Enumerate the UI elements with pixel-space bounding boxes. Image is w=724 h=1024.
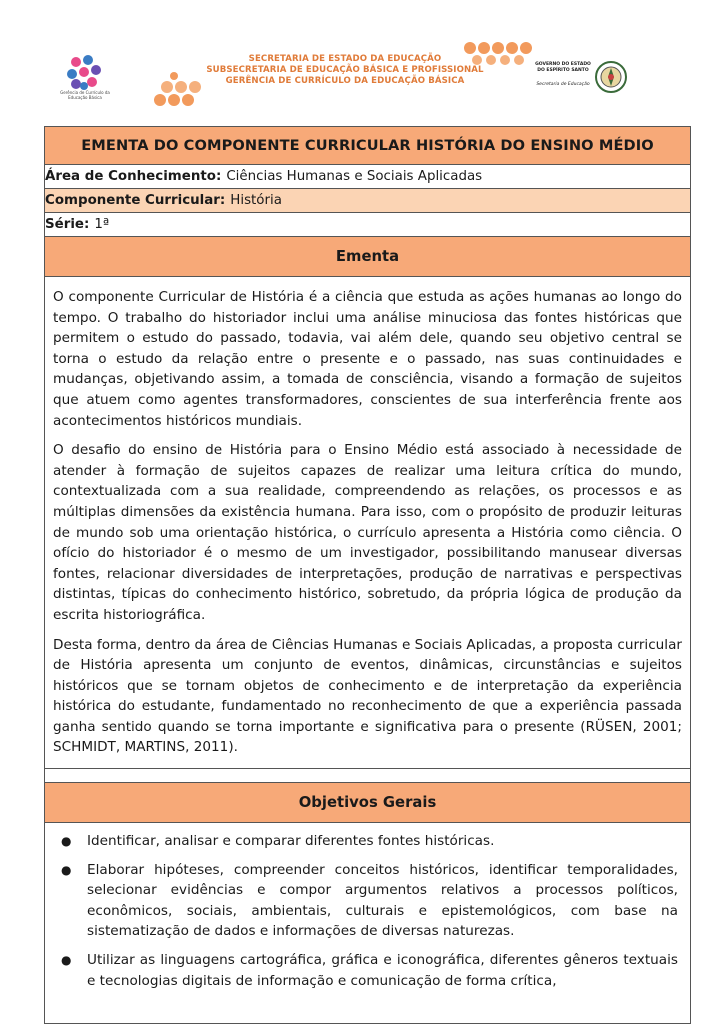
serie-value: 1ª: [94, 217, 110, 232]
header-titles: [200, 54, 490, 87]
government-name: [534, 62, 592, 73]
state-crest-icon: [594, 60, 628, 94]
curriculum-table: [44, 126, 691, 1024]
spacer-row: [45, 769, 690, 783]
objetivos-heading: Objetivos Gerais: [298, 794, 437, 811]
bullet-icon: ●: [61, 952, 72, 967]
ementa-paragraph: O desafio do ensino de História para o Ensino Médio está associado à necessidade de atender à formação de sujeitos capazes de realizar uma leitura crítica do mundo, contextualizada com a sua realidade, compreendendo as relações, os processos e as múltiplas dimensões da existência humana. Para isso, com o propósito de produzir leituras de mundo sob uma orientação histórica, o currículo apresenta a História como ciência. O ofício do historiador é o mesmo de um investigador, possibilitando manusear diversas fontes, relacionar diversidades de interpretações, produção de narrativas e perspectivas distintas, típicas do conhecimento histórico, sobretudo, da própria lógica de produção da escrita historiográfica.: [53, 442, 682, 623]
bullet-icon: ●: [61, 834, 72, 848]
ementa-paragraph: Desta forma, dentro da área de Ciências Humanas e Sociais Aplicadas, a proposta curricular de História apresenta um conjunto de eventos, dinâmicas, circunstâncias e sujeitos históricos que se tornam objetos de conhecimento e de interpretação da experiência histórica do estudante, fundamentado no reconhecimento de que a experiência passada ganha sentido quando se torna importante e significativa para o presente (RÜSEN, 2001; SCHMIDT, MARTINS, 2011).: [53, 636, 682, 756]
list-item-text: Elaborar hipóteses, compreender conceitos históricos, identificar temporalidades, selecionar evidências e compor argumentos relativos a processos políticos, econômicos, sociais, ambientais, culturais e epistemológicos, com base na sistematização de dados e informações de diversas naturezas.: [87, 861, 678, 940]
header-title-line: GERÊNCIA DE CURRÍCULO DA EDUCAÇÃO BÁSICA: [225, 76, 465, 86]
page-header: [0, 0, 724, 120]
curriculum-logo-caption: Gerência de Currículo da Educação Básica: [60, 90, 110, 100]
government-name-line: GOVERNO DO ESTADO: [535, 62, 591, 67]
objetivos-list: [45, 823, 690, 1023]
area-value: Ciências Humanas e Sociais Aplicadas: [226, 169, 483, 184]
header-title-line: SUBSECRETARIA DE EDUCAÇÃO BÁSICA E PROFISSIONAL: [206, 65, 484, 75]
area-label: Área de Conhecimento:: [45, 169, 222, 184]
list-item: [61, 831, 678, 852]
component-row: [45, 189, 690, 213]
serie-label: Série:: [45, 217, 90, 232]
ementa-heading: Ementa: [335, 248, 400, 265]
document-title-row: [45, 127, 690, 165]
document-title: EMENTA DO COMPONENTE CURRICULAR HISTÓRIA DO ENSINO MÉDIO: [81, 137, 654, 154]
component-value: História: [230, 193, 282, 208]
list-item: [61, 950, 678, 991]
list-item-text: Utilizar as linguagens cartográfica, gráfica e iconográfica, diferentes gêneros textuais e tecnologias digitais de informação e comunicação de forma crítica,: [87, 951, 678, 989]
government-department: Secretaria de Educação: [536, 82, 590, 87]
header-title-line: SECRETARIA DE ESTADO DA EDUCAÇÃO: [248, 54, 442, 64]
ementa-paragraph: O componente Curricular de História é a ciência que estuda as ações humanas ao longo do tempo. O trabalho do historiador inclui uma análise minuciosa das fontes históricas que permitem o estudo do passado, todavia, vai além dele, quando seu objetivo central se torna o estudo da relação entre o presente e o passado, nas suas continuidades e mudanças, objetivando assim, a tomada de consciência, visando a formação de sujeitos que atuem como agentes transformadores, conscientes de sua interferência frente aos acontecimentos históricos mundiais.: [53, 289, 682, 429]
list-item-text: Identificar, analisar e comparar diferentes fontes históricas.: [87, 833, 495, 849]
government-name-line: DO ESPÍRITO SANTO: [537, 67, 589, 73]
component-label: Componente Curricular:: [45, 193, 226, 208]
serie-row: [45, 213, 690, 237]
list-item: [61, 860, 678, 942]
objetivos-heading-row: [45, 783, 690, 823]
bullet-icon: ●: [61, 862, 72, 877]
area-row: [45, 165, 690, 189]
ementa-heading-row: [45, 237, 690, 277]
ementa-body: [45, 277, 690, 769]
